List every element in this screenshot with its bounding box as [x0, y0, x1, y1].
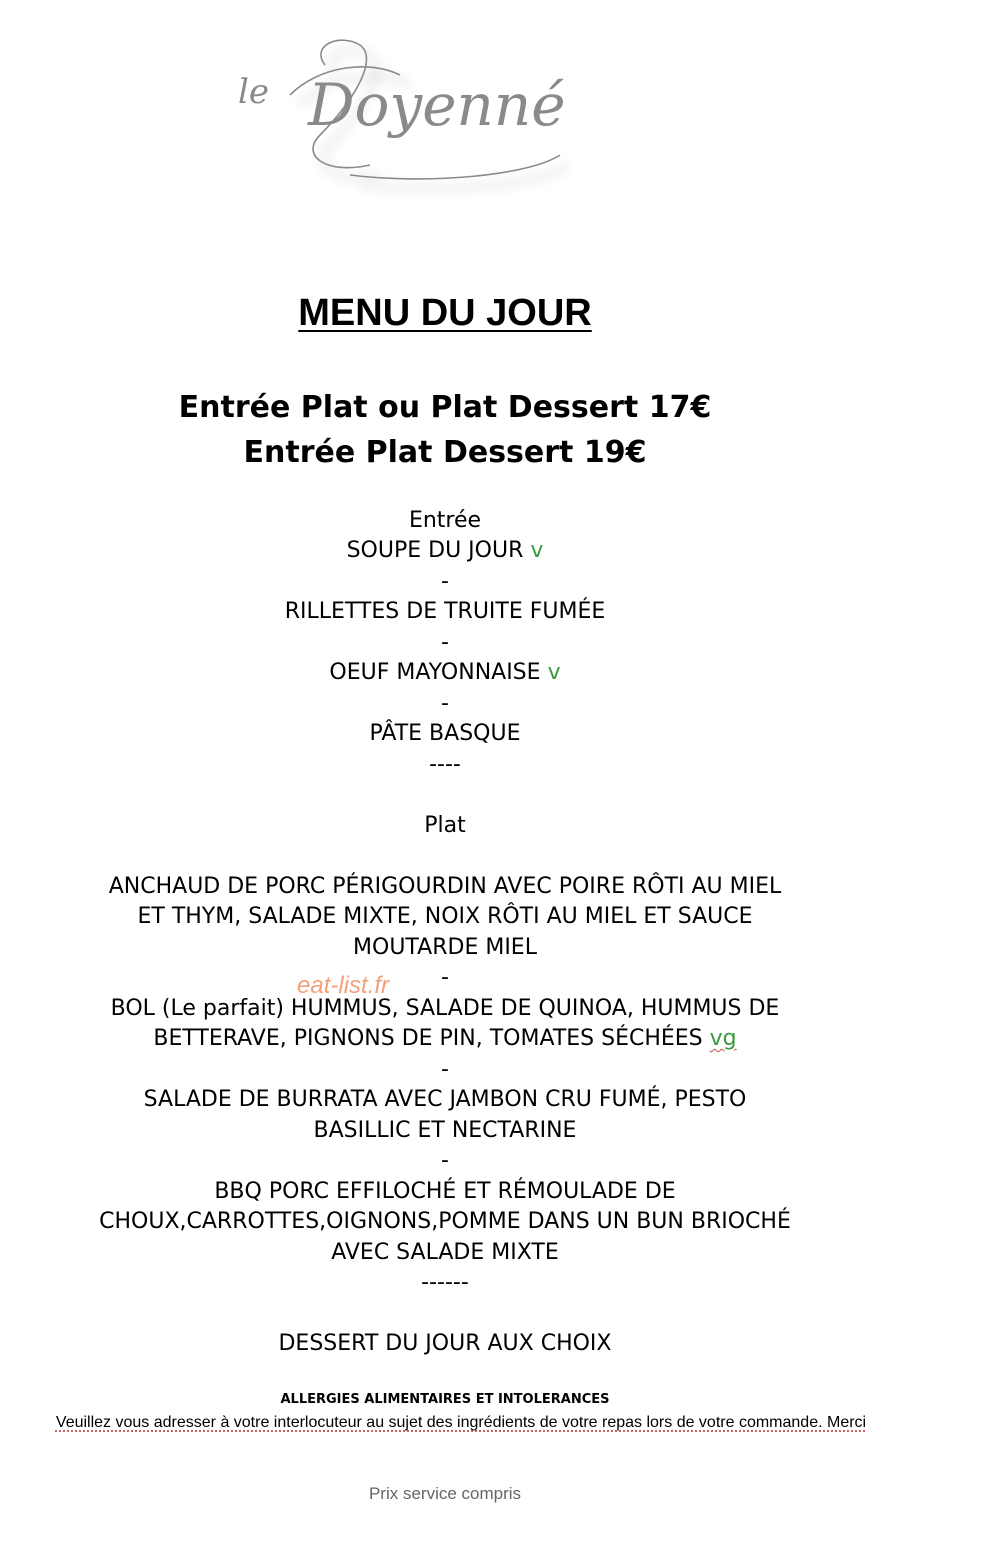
allergy-heading: ALLERGIES ALIMENTAIRES ET INTOLERANCES: [280, 1392, 610, 1407]
separator: -: [441, 569, 449, 594]
plat-item-line: AVEC SALADE MIXTE: [331, 1240, 559, 1265]
plat-item-text: BETTERAVE, PIGNONS DE PIN, TOMATES SÉCHÉES: [153, 1026, 703, 1051]
separator: -: [441, 691, 449, 716]
logo-image: [230, 25, 610, 205]
footer-note: Prix service compris: [368, 1484, 522, 1503]
separator: -: [441, 965, 449, 990]
plat-item-line: CHOUX,CARROTTES,OIGNONS,POMME DANS UN BUN BRIOCHÉ: [99, 1209, 791, 1234]
plat-item-line: SALADE DE BURRATA AVEC JAMBON CRU FUMÉ, PESTO: [143, 1087, 747, 1112]
section-end: ----: [429, 752, 461, 777]
page-title: MENU DU JOUR: [298, 292, 592, 334]
section-end: ------: [421, 1270, 469, 1295]
separator: -: [441, 1148, 449, 1173]
formula-2: Entrée Plat Dessert 19€: [243, 435, 647, 470]
plat-item-line: BASILLIC ET NECTARINE: [313, 1118, 577, 1143]
allergy-notice: [0, 1414, 922, 1432]
vegetarian-tag: v: [547, 660, 561, 685]
vegan-tag: vg: [709, 1026, 737, 1051]
plat-item-line: ANCHAUD DE PORC PÉRIGOURDIN AVEC POIRE RÔTI AU MIEL: [108, 874, 782, 899]
vegetarian-tag: v: [530, 538, 544, 563]
plat-heading: Plat: [424, 813, 466, 838]
plat-item-line: BBQ PORC EFFILOCHÉ ET RÉMOULADE DE: [214, 1179, 676, 1204]
allergy-notice-text: Veuillez vous adresser à votre interlocuteur au sujet des ingrédients de votre repas lors de votre commande. Merci: [55, 1414, 867, 1431]
logo-text-le: le: [238, 72, 269, 112]
entree-heading: Entrée: [408, 508, 482, 533]
plat-item-line: BOL (Le parfait) HUMMUS, SALADE DE QUINOA, HUMMUS DE: [110, 996, 780, 1021]
separator: -: [441, 1057, 449, 1082]
plat-item-line: [0, 1024, 890, 1055]
separator: -: [441, 630, 449, 655]
entree-item-name: SOUPE DU JOUR: [346, 538, 524, 563]
entree-item: [0, 658, 890, 689]
restaurant-logo: [230, 25, 610, 205]
entree-item-name: OEUF MAYONNAISE: [329, 660, 541, 685]
entree-item: [0, 536, 890, 567]
plat-item-line: MOUTARDE MIEL: [353, 935, 537, 960]
entree-item: RILLETTES DE TRUITE FUMÉE: [284, 599, 606, 624]
dessert-line: DESSERT DU JOUR AUX CHOIX: [278, 1331, 612, 1356]
entree-item: PÂTE BASQUE: [369, 721, 521, 746]
formula-1: Entrée Plat ou Plat Dessert 17€: [178, 390, 712, 425]
logo-text-main: Doyenné: [308, 71, 566, 139]
plat-item-line: ET THYM, SALADE MIXTE, NOIX RÔTI AU MIEL ET SAUCE: [137, 904, 753, 929]
watermark: eat-list.fr: [297, 972, 390, 999]
